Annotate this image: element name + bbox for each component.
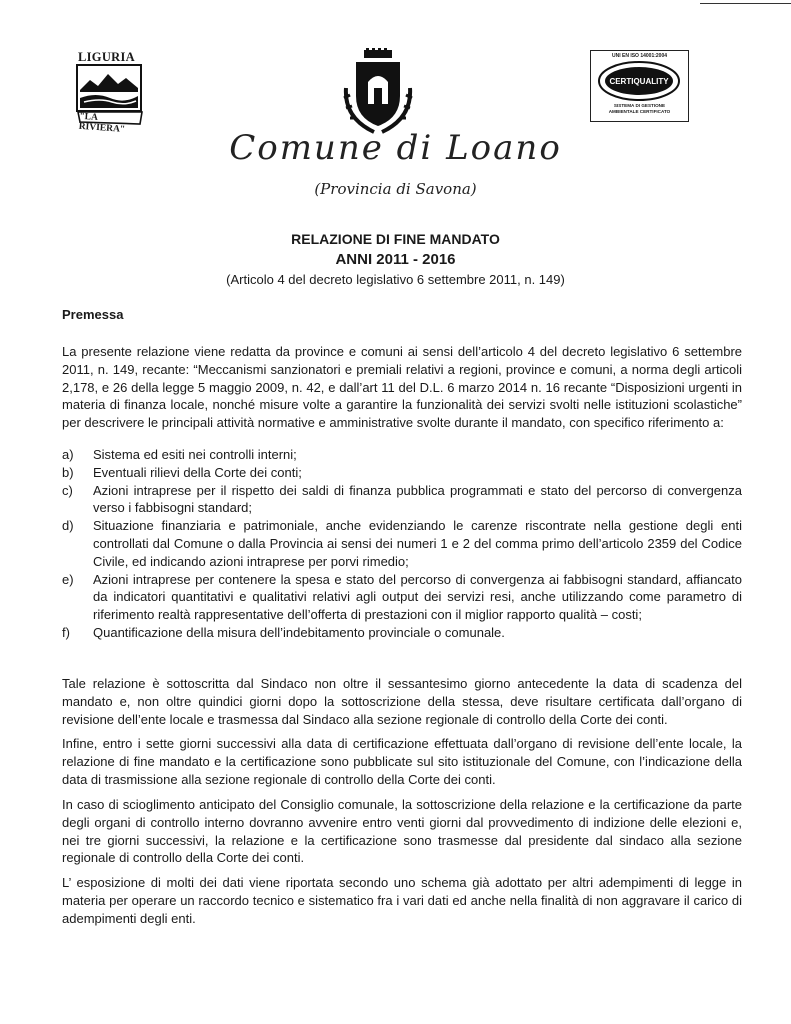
list-item-letter: b) — [62, 464, 74, 480]
cert-desc-line-2: AMBIENTALE CERTIFICATO — [608, 109, 671, 114]
liguria-logo — [76, 50, 144, 135]
cert-desc-line-1: SISTEMA DI GESTIONE — [613, 103, 666, 108]
list-item-text: Sistema ed esiti nei controlli interni; — [93, 447, 297, 462]
paragraph-signature: Tale relazione è sottoscritta dal Sindaco non oltre il sessantesimo giorno antecedente la data di scadenza del mandato e, non oltre quindici giorni dopo la sottoscrizione della stessa, deve risultare certificata dall’organo di revisione dell’ente locale e trasmessa dal Sindaco alla sezione regionale di controllo della Corte dei conti. — [62, 676, 742, 727]
paragraph-data-layout: L’ esposizione di molti dei dati viene riportata secondo uno schema già adottato per altri adempimenti di legge in materia per operare un raccordo tecnico e sistematico fra i vari dati ed anche nella finalità di non aggravare il carico di adempimenti degli enti. — [62, 875, 742, 926]
comune-crest — [338, 48, 418, 134]
certiquality-logo — [591, 59, 688, 103]
comune-name: Comune di Loano — [229, 128, 562, 168]
list-item-letter: c) — [62, 482, 73, 498]
document-years: ANNI 2011 - 2016 — [335, 251, 456, 268]
reference-list — [62, 446, 742, 642]
list-item-letter: f) — [62, 624, 70, 640]
iso-certification-badge — [590, 50, 689, 122]
list-item-text: Quantificazione della misura dell’indebitamento provinciale o comunale. — [93, 624, 505, 640]
cert-standard: UNI EN ISO 14001:2004 — [611, 53, 668, 59]
list-item — [62, 571, 742, 624]
list-item-text: Azioni intraprese per il rispetto dei saldi di finanza pubblica programmati e stato del percorso di convergenza verso i fabbisogni standard; — [93, 482, 742, 516]
list-item-letter: e) — [62, 571, 74, 587]
list-item — [62, 446, 742, 464]
document-title: RELAZIONE DI FINE MANDATO — [291, 231, 500, 247]
paragraph-dissolution: In caso di scioglimento anticipato del Consiglio comunale, la sottoscrizione della relazione e la certificazione da parte degli organi di controllo interno dovranno avvenire entro venti giorni dal provvedimento di indizione delle elezioni e, nei tre giorni successivi, la relazione e la certificazione sono trasmesse dal presidente dal sindaco alla sezione regionale di controllo della Corte dei conti. — [62, 797, 742, 866]
paragraph-publication: Infine, entro i sette giorni successivi alla data di certificazione effettuata dall’organo di revisione dell’ente locale, la relazione di fine mandato e la certificazione sono pubblicate sul sito istituzionale del Comune, con l’indicazione della data di trasmissione alla sezione regionale di controllo della Corte dei conti. — [62, 736, 742, 787]
list-item-letter: d) — [62, 518, 74, 534]
list-item-letter: a) — [62, 447, 74, 462]
crest-icon — [338, 48, 418, 134]
cert-description — [591, 103, 688, 115]
list-item — [62, 464, 742, 482]
provincia-name: (Provincia di Savona) — [314, 180, 477, 198]
liguria-logo-motto: "LA RIVIERA" — [78, 111, 126, 135]
section-heading: Premessa — [62, 307, 124, 322]
list-item — [62, 517, 742, 570]
intro-paragraph: La presente relazione viene redatta da province e comuni ai sensi dell’articolo 4 del decreto legislativo 6 settembre 2011, n. 149, recante: “Meccanismi sanzionatori e premiali relativi a regioni, province e comuni, a norma degli articoli 2,178, e 26 della legge 5 maggio 2009, n. 42, e dall’art 11 del D.L. 6 marzo 2014 n. 16 recante “Disposizioni urgenti in materia di finanza locale, nonché misure volte a garantire la funzionalità dei servizi svolti nelle istituzioni scolastiche” per descrivere le principali attività normative e amministrative svolte durante il mandato, con specifico riferimento a: — [62, 344, 742, 431]
top-edge-line — [700, 3, 791, 4]
list-item-text: Situazione finanziaria e patrimoniale, anche evidenziando le carenze riscontrate nella gestione degli enti controllati dal Comune o dalla Provincia ai sensi dei numeri 1 e 2 del comma primo dell’articolo 2359 del Codice Civile, ed indicando azioni intraprese per porvi rimedio; — [93, 518, 742, 569]
list-item — [62, 624, 742, 642]
liguria-logo-label: LIGURIA — [78, 50, 135, 64]
list-item-text: Azioni intraprese per contenere la spesa e stato del percorso di convergenza ai fabbisogni standard, affiancato da indicatori quantitativi e qualitativi relativi agli output dei servizi resi, anche utilizzando come parametro di riferimento realtà rappresentative dell’offerta di prestazioni con il miglior rapporto qualità – costi; — [93, 571, 742, 623]
list-item-text: Eventuali rilievi della Corte dei conti; — [93, 464, 302, 480]
list-item — [62, 482, 742, 518]
cert-brand-text: CERTIQUALITY — [609, 77, 669, 86]
document-subtitle: (Articolo 4 del decreto legislativo 6 settembre 2011, n. 149) — [226, 272, 565, 287]
